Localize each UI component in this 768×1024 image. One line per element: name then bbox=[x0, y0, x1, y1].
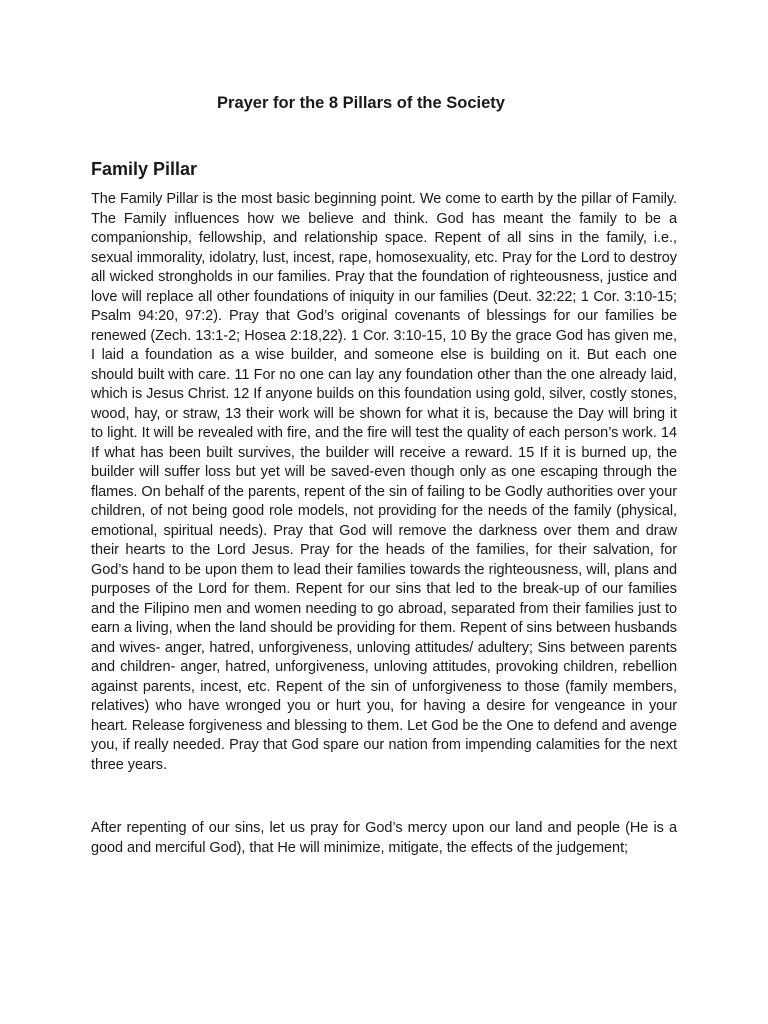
section-heading-family-pillar: Family Pillar bbox=[91, 159, 198, 179]
body-paragraph: After repenting of our sins, let us pray for God’s mercy upon our land and people (He is a good and merciful God), that He will minimize, mitigate, the effects of the judgement; bbox=[91, 820, 677, 856]
body-paragraph: The Family Pillar is the most basic beginning point. We come to earth by the pillar of Family. The Family influences how we believe and think. God has meant the family to be a companionship, fellowship, and relationship space. Repent of all sins in the family, i.e., sexual immorality, idolatry, lust, incest, rape, homosexuality, etc. Pray for the Lord to destroy all wicked strongholds in our families. Pray that the foundation of righteousness, justice and love will replace all other foundations of iniquity in our families (Deut. 32:22; 1 Cor. 3:10-15; Psalm 94:20, 97:2). Pray that God’s original covenants of blessings for our families be renewed (Zech. 13:1-2; Hosea 2:18,22). 1 Cor. 3:10-15, 10 By the grace God has given me, I laid a foundation as a wise builder, and someone else is building on it. But each one should built with care. 11 For no one can lay any foundation other than the one already laid, which is Jesus Christ. 12 If anyone builds on this foundation using gold, silver, costly stones, wood, hay, or straw, 13 their work will be shown for what it is, because the Day will bring it to light. It will be revealed with fire, and the fire will test the quality of each person’s work. 14 If what has been built survives, the builder will receive a reward. 15 If it is burned up, the builder will suffer loss but yet will be saved-even though only as one escaping through the flames. On behalf of the parents, repent of the sin of failing to be Godly authorities over your children, of not being good role models, not providing for the needs of the family (physical, emotional, spiritual needs). Pray that God will remove the darkness over them and draw their hearts to the Lord Jesus. Pray for the heads of the families, for their salvation, for God’s hand to be upon them to lead their families towards the righteousness, will, plans and purposes of the Lord for them. Repent for our sins that led to the break-up of our families and the Filipino men and women needing to go abroad, separated from their families just to earn a living, when the land should be providing for them. Repent of sins between husbands and wives- anger, hatred, unforgiveness, unloving attitudes/ adultery; Sins between parents and children- anger, hatred, unforgiveness, unloving attitudes, provoking children, rebellion against parents, incest, etc. Repent of the sin of unforgiveness to those (family members, relatives) who have wronged you or hurt you, for having a desire for vengeance in your heart. Release forgiveness and blessing to them. Let God be the One to defend and avenge you, if really needed. Pray that God spare our nation from impending calamities for the next three years. bbox=[91, 191, 677, 773]
document-title: Prayer for the 8 Pillars of the Society bbox=[217, 94, 505, 112]
